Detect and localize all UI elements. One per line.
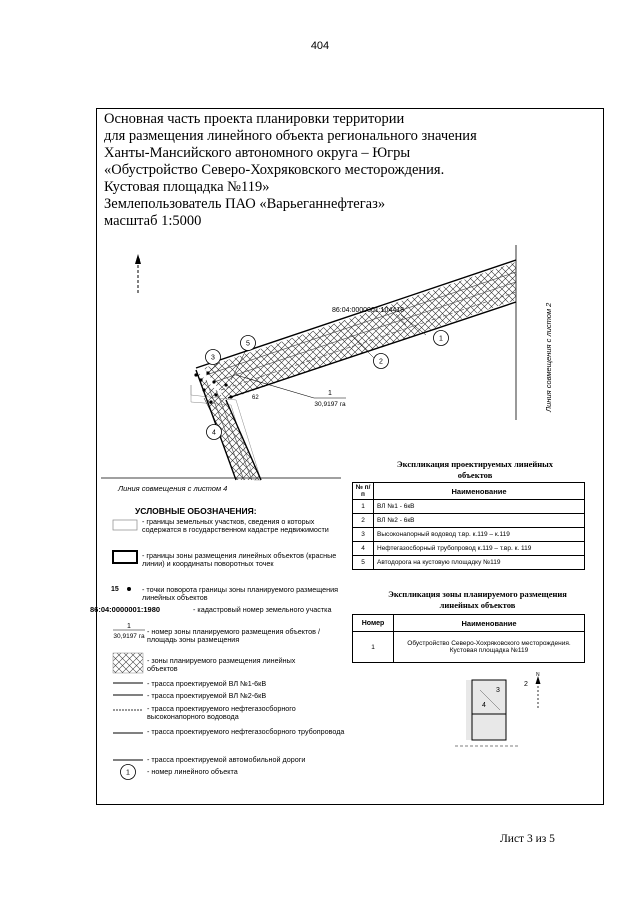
match-line-bottom-label: Линия совмещения с листом 4 xyxy=(118,484,228,493)
legend-item-9: - трасса проектируемого нефтегазосборного высоконапорного водовода xyxy=(147,704,296,722)
legend-symbol-red-line xyxy=(113,551,137,563)
svg-text:2: 2 xyxy=(379,358,383,366)
explication-zones-header-num: Номер xyxy=(353,615,394,632)
explication-objects-title: Экспликация проектируемых линейных объектов xyxy=(396,459,554,480)
legend-item-3: - точки поворота границы зоны планируемого размещения линейных объектов xyxy=(142,585,338,603)
legend-item-2: - границы зоны размещения линейных объектов (красные линии) и координаты поворотных точек xyxy=(142,551,337,569)
match-line-right-label: Линия совмещения с листом 2 xyxy=(544,302,553,412)
svg-text:4: 4 xyxy=(212,429,216,437)
svg-text:3: 3 xyxy=(211,354,215,362)
legend-item-11: - трасса проектируемой автомобильной дороги xyxy=(147,755,306,764)
title-line-6: Землепользователь ПАО «Варьеганнефтегаз» xyxy=(104,196,386,212)
title-line-7-scale: масштаб 1:5000 xyxy=(104,213,202,229)
legend-point-symbol-label: 15 xyxy=(111,586,119,593)
sheet-layout-cell-4: 4 xyxy=(482,702,486,709)
legend-item-6: - зоны планируемого размещения линейных объектов xyxy=(147,656,296,674)
explication-objects-header-num: № п/п xyxy=(353,483,374,500)
north-label: N xyxy=(136,259,141,265)
title-line-1: Основная часть проекта планировки территории xyxy=(104,111,405,127)
title-line-2: для размещения линейного объекта регионального значения xyxy=(104,128,477,144)
legend-item-4: - кадастровый номер земельного участка xyxy=(193,605,332,614)
legend-symbol-cadastral-boundary xyxy=(113,520,137,530)
svg-text:5: 5 xyxy=(246,340,250,348)
explication-objects-header-name: Наименование xyxy=(374,483,585,500)
legend-zone-sample-area: 30,9197 га xyxy=(113,633,145,640)
legend-symbol-zone-hatch xyxy=(113,653,143,673)
sheet-layout-cell-3: 3 xyxy=(496,687,500,694)
table-row: 1 Обустройство Северо-Хохряковского месторождения. Кустовая площадка №119 xyxy=(353,632,585,663)
legend-item-7: - трасса проектируемой ВЛ №1-6кВ xyxy=(147,679,267,688)
sheet-layout-side-number: 2 xyxy=(524,681,528,688)
sheet-number: Лист 3 из 5 xyxy=(500,833,555,845)
title-line-4: «Обустройство Северо-Хохряковского месторождения. xyxy=(104,162,445,178)
map-point-label: 62 xyxy=(252,395,259,401)
legend-item-10: - трасса проектируемого нефтегазосборного трубопровода xyxy=(147,727,345,736)
table-row: 3 Высоконапорный водовод т.вр. к.119 – к.119 xyxy=(353,528,585,542)
explication-zones-table xyxy=(352,614,585,663)
explication-zones-header-name: Наименование xyxy=(394,615,585,632)
legend-cadastral-sample: 86:04:0000001:1980 xyxy=(90,605,161,614)
table-row: 5 Автодорога на кустовую площадку №119 xyxy=(353,556,585,570)
legend-zone-sample-number: 1 xyxy=(127,623,131,630)
legend-symbol-turn-point xyxy=(127,587,131,591)
legend-object-sample-number: 1 xyxy=(126,769,130,777)
title-line-3: Ханты-Мансийского автономного округа – Югры xyxy=(104,145,411,161)
legend-item-8: - трасса проектируемой ВЛ №2-6кВ xyxy=(147,691,267,700)
map-zone-area: 30,9197 га xyxy=(314,401,346,408)
table-row: 1 ВЛ №1 - 6кВ xyxy=(353,500,585,514)
legend-item-5: - номер зоны планируемого размещения объектов /площадь зоны размещения xyxy=(147,627,320,645)
title-line-5: Кустовая площадка №119» xyxy=(104,179,270,195)
table-row: 2 ВЛ №2 - 6кВ xyxy=(353,514,585,528)
explication-objects-table xyxy=(352,482,585,570)
legend-item-12: - номер линейного объекта xyxy=(147,767,238,776)
svg-text:1: 1 xyxy=(439,335,443,343)
table-row: 4 Нефтегазосборный трубопровод к.119 – т.вр. к. 119 xyxy=(353,542,585,556)
sheet-layout-diagram xyxy=(450,670,560,750)
legend-item-1: - границы земельных участков, сведения о которых содержатся в государственном кадастре недвижимости xyxy=(142,517,329,535)
sheet-layout-north-label: N xyxy=(536,672,540,678)
map-zone-number: 1 xyxy=(328,390,332,397)
explication-zones-title: Экспликация зоны планируемого размещения линейных объектов xyxy=(388,589,567,610)
map-cadastral-number: 86:04:0000001:104418 xyxy=(332,307,405,314)
page-number: 404 xyxy=(310,40,330,52)
legend-title: УСЛОВНЫЕ ОБОЗНАЧЕНИЯ: xyxy=(135,506,257,516)
